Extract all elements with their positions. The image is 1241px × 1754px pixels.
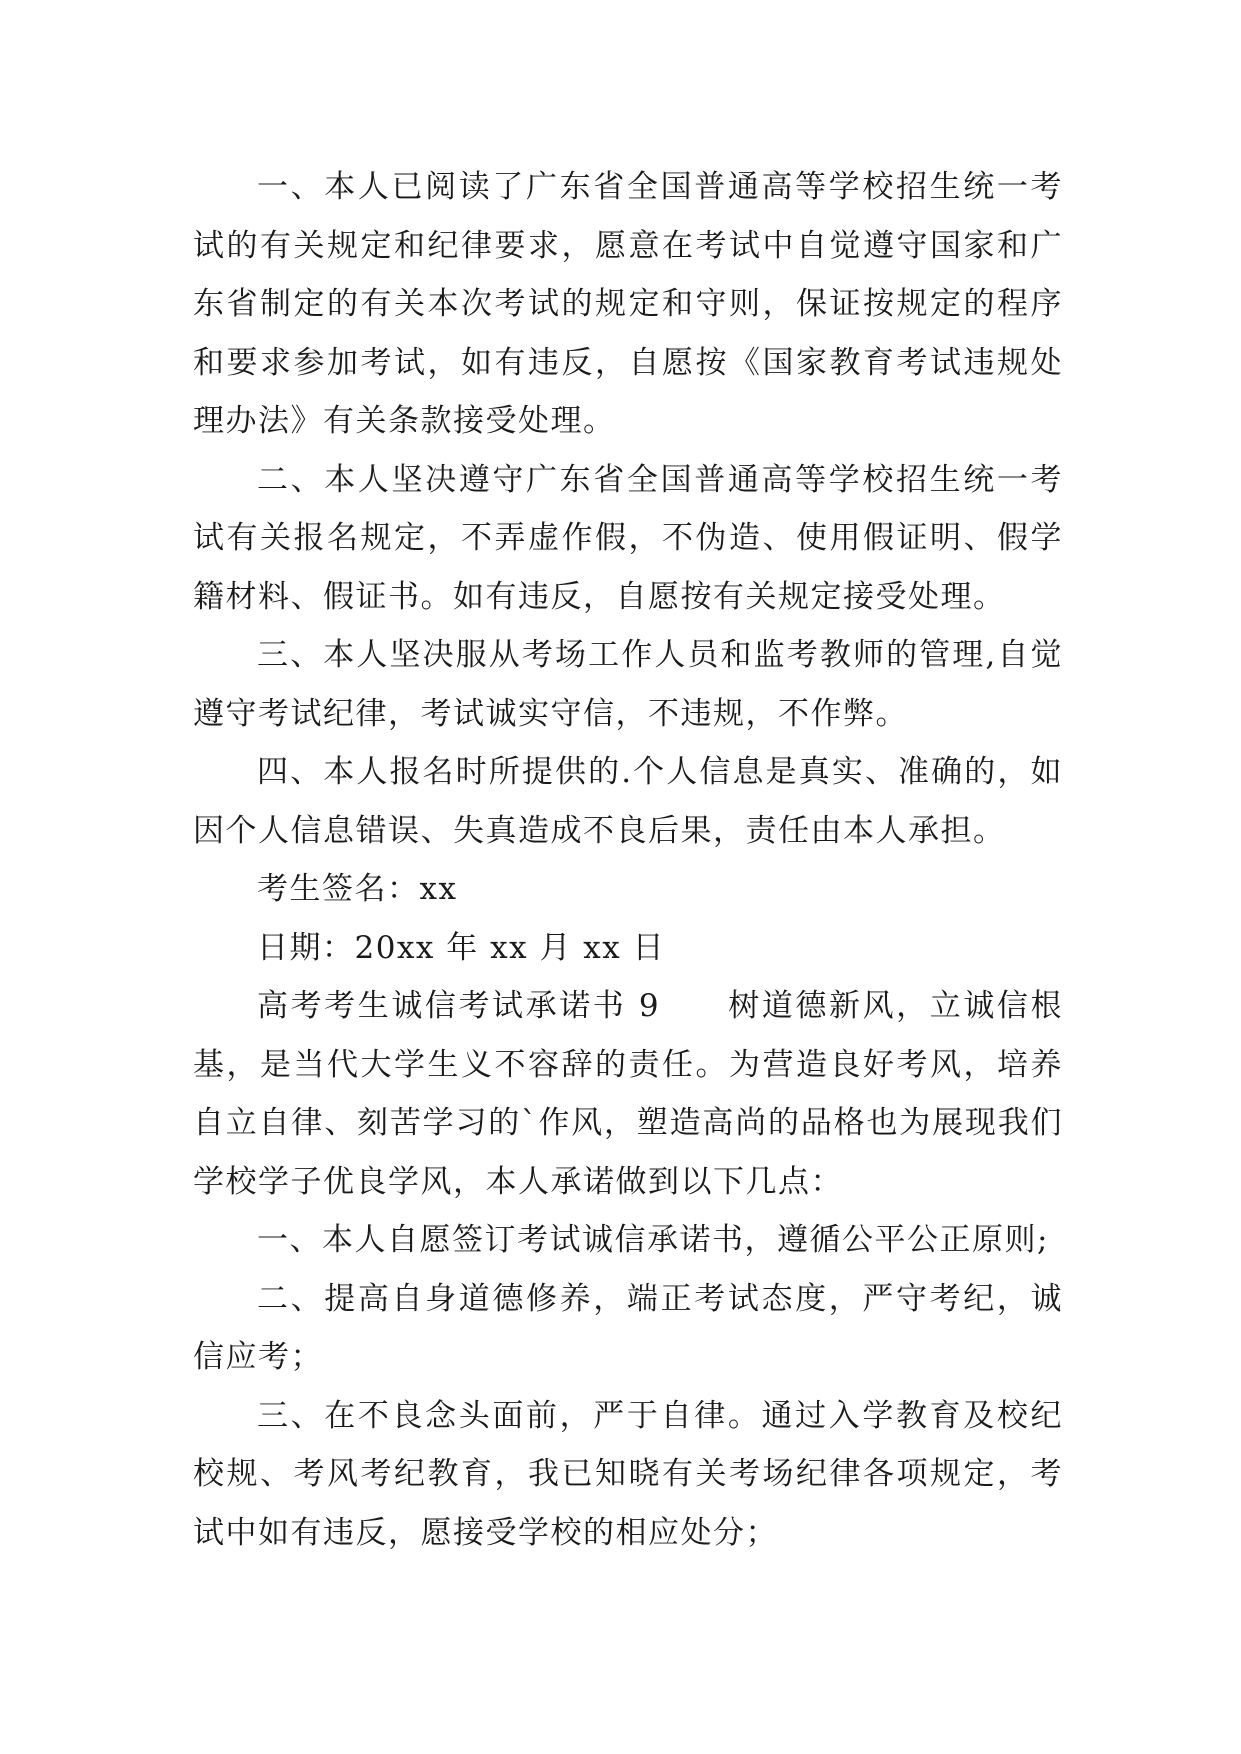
paragraph-clause-4: 四、本人报名时所提供的.个人信息是真实、准确的，如因个人信息错误、失真造成不良后果，责任由本人承担。 <box>193 754 1063 849</box>
paragraph-clause-3: 三、本人坚决服从考场工作人员和监考教师的管理,自觉遵守考试纪律，考试诚实守信，不违规，不作弊。 <box>193 637 1063 732</box>
document-body <box>193 158 1063 1562</box>
paragraph-intro-9: 高考考生诚信考试承诺书 9 树道德新风，立诚信根基，是当代大学生义不容辞的责任。为营造良好考风，培养自立自律、刻苦学习的`作风，塑造高尚的品格也为展现我们学校学子优良学风，本人承诺做到以下几点： <box>193 988 1063 1200</box>
paragraph-clause-1: 一、本人已阅读了广东省全国普通高等学校招生统一考试的有关规定和纪律要求，愿意在考试中自觉遵守国家和广东省制定的有关本次考试的规定和守则，保证按规定的程序和要求参加考试，如有违反，自愿按《国家教育考试违规处理办法》有关条款接受处理。 <box>193 169 1063 439</box>
date-line: 日期：20xx 年 xx 月 xx 日 <box>257 929 666 966</box>
paragraph-pledge-3: 三、在不良念头面前，严于自律。通过入学教育及校纪校规、考风考纪教育，我已知晓有关考场纪律各项规定，考试中如有违反，愿接受学校的相应处分； <box>193 1397 1063 1551</box>
signature-line: 考生签名：xx <box>257 871 458 907</box>
paragraph-clause-2: 二、本人坚决遵守广东省全国普通高等学校招生统一考试有关报名规定，不弄虚作假，不伪造、使用假证明、假学籍材料、假证书。如有违反，自愿按有关规定接受处理。 <box>193 461 1063 615</box>
paragraph-pledge-1: 一、本人自愿签订考试诚信承诺书，遵循公平公正原则; <box>257 1222 1049 1258</box>
paragraph-pledge-2: 二、提高自身道德修养，端正考试态度，严守考纪，诚信应考； <box>193 1280 1063 1375</box>
